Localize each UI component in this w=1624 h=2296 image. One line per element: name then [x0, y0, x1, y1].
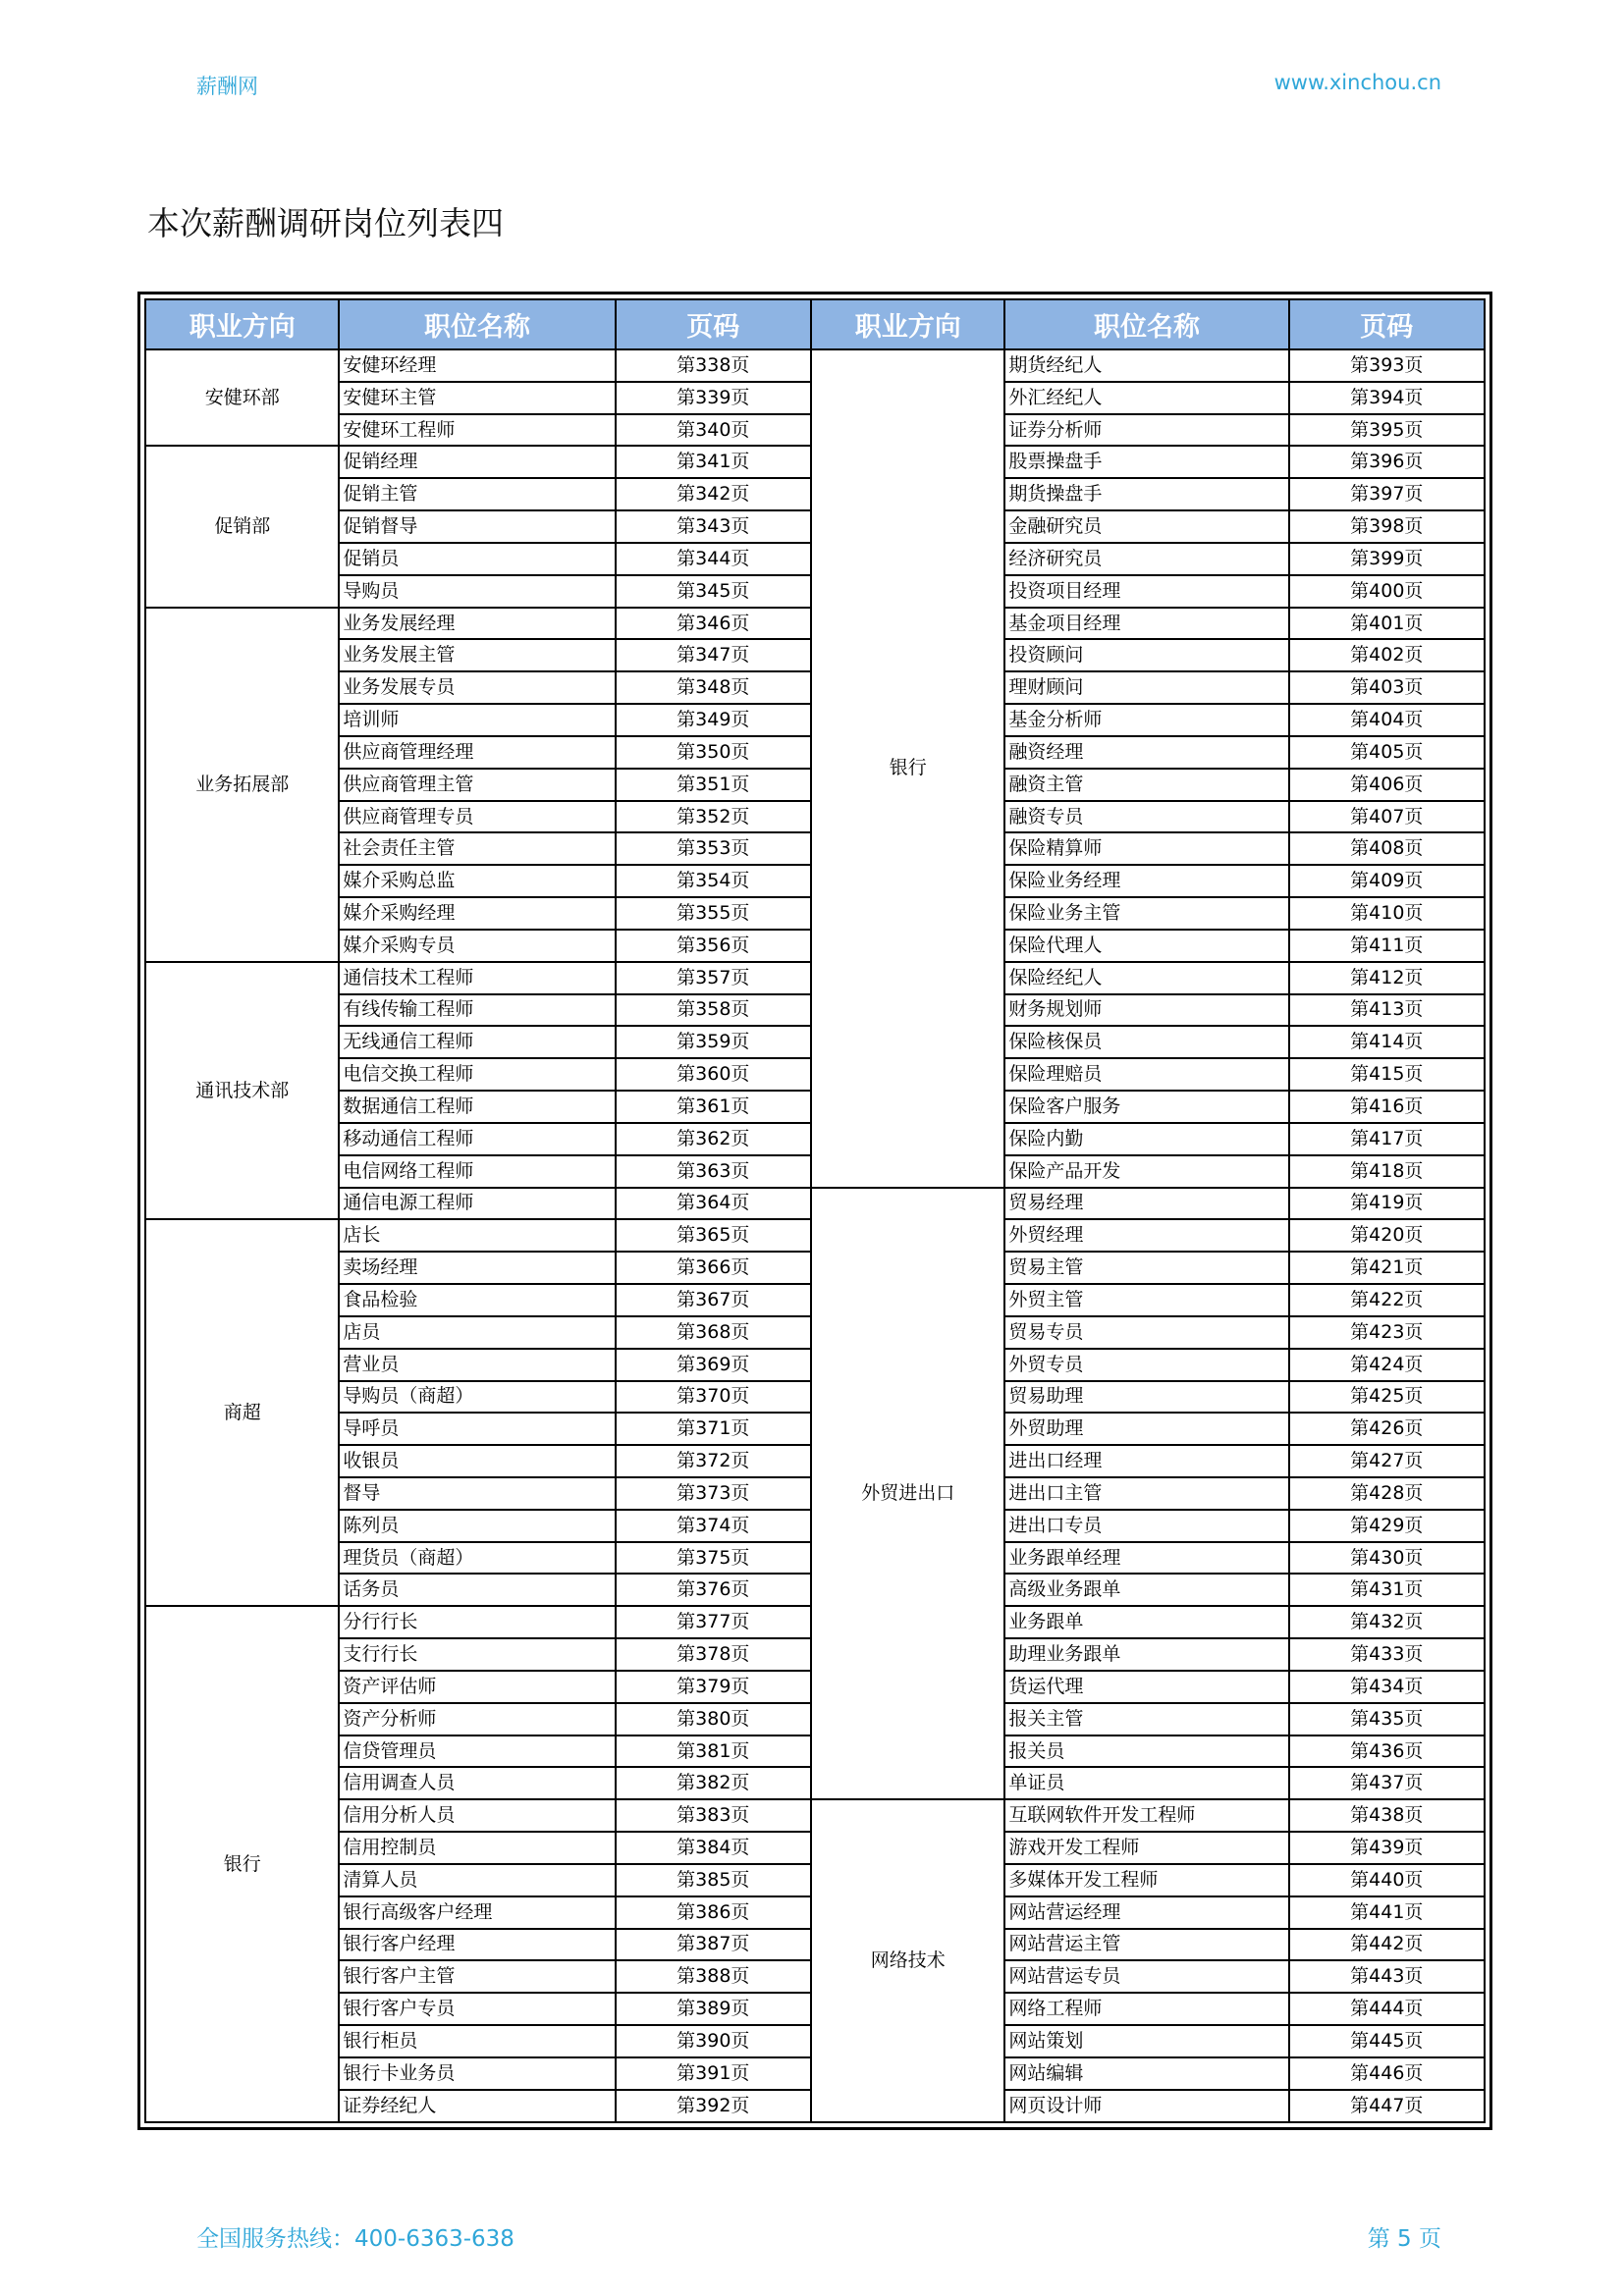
position-name-cell: 收银员 [339, 1445, 615, 1477]
page-ref-cell: 第338页 [616, 349, 811, 382]
page-ref-cell: 第367页 [616, 1284, 811, 1316]
position-name-cell: 有线传输工程师 [339, 994, 615, 1027]
position-name-cell: 业务发展经理 [339, 608, 615, 640]
position-name-cell: 媒介采购经理 [339, 897, 615, 930]
page-ref-cell: 第363页 [616, 1155, 811, 1188]
position-name-cell: 电信网络工程师 [339, 1155, 615, 1188]
page-ref-cell: 第407页 [1289, 801, 1485, 833]
position-name-cell: 促销经理 [339, 446, 615, 478]
header-position-left: 职位名称 [339, 299, 615, 349]
page-ref-cell: 第401页 [1289, 608, 1485, 640]
position-name-cell: 促销员 [339, 543, 615, 575]
position-name-cell: 保险经纪人 [1004, 962, 1288, 994]
page-ref-cell: 第431页 [1289, 1574, 1485, 1606]
page-ref-cell: 第427页 [1289, 1445, 1485, 1477]
page-ref-cell: 第433页 [1289, 1638, 1485, 1671]
page-ref-cell: 第418页 [1289, 1155, 1485, 1188]
position-name-cell: 保险客户服务 [1004, 1091, 1288, 1123]
header-direction-right: 职业方向 [811, 299, 1004, 349]
position-name-cell: 保险业务主管 [1004, 897, 1288, 930]
page-ref-cell: 第392页 [616, 2090, 811, 2122]
position-name-cell: 导购员（商超） [339, 1381, 615, 1414]
position-name-cell: 安健环工程师 [339, 414, 615, 447]
header-page-right: 页码 [1289, 299, 1485, 349]
position-name-cell: 互联网软件开发工程师 [1004, 1799, 1288, 1832]
page-ref-cell: 第423页 [1289, 1316, 1485, 1349]
position-name-cell: 导呼员 [339, 1413, 615, 1445]
page-ref-cell: 第374页 [616, 1510, 811, 1542]
position-name-cell: 网站营运经理 [1004, 1896, 1288, 1929]
position-name-cell: 融资主管 [1004, 769, 1288, 801]
position-name-cell: 贸易专员 [1004, 1316, 1288, 1349]
page-ref-cell: 第365页 [616, 1219, 811, 1252]
position-name-cell: 进出口专员 [1004, 1510, 1288, 1542]
page-ref-cell: 第396页 [1289, 446, 1485, 478]
position-name-cell: 业务跟单经理 [1004, 1542, 1288, 1575]
page-ref-cell: 第395页 [1289, 414, 1485, 447]
page-ref-cell: 第370页 [616, 1381, 811, 1414]
position-name-cell: 贸易主管 [1004, 1252, 1288, 1284]
page-ref-cell: 第414页 [1289, 1026, 1485, 1058]
page-ref-cell: 第372页 [616, 1445, 811, 1477]
page-ref-cell: 第358页 [616, 994, 811, 1027]
page-ref-cell: 第439页 [1289, 1832, 1485, 1864]
page-ref-cell: 第347页 [616, 639, 811, 671]
category-cell: 通讯技术部 [145, 962, 339, 1220]
position-name-cell: 基金分析师 [1004, 704, 1288, 736]
page-ref-cell: 第353页 [616, 832, 811, 865]
position-name-cell: 理财顾问 [1004, 671, 1288, 704]
page-ref-cell: 第375页 [616, 1542, 811, 1575]
position-name-cell: 融资专员 [1004, 801, 1288, 833]
position-name-cell: 保险内勤 [1004, 1123, 1288, 1155]
position-name-cell: 高级业务跟单 [1004, 1574, 1288, 1606]
page-ref-cell: 第373页 [616, 1477, 811, 1510]
page-ref-cell: 第354页 [616, 865, 811, 897]
page-ref-cell: 第425页 [1289, 1381, 1485, 1414]
position-name-cell: 信用调查人员 [339, 1767, 615, 1799]
page-ref-cell: 第438页 [1289, 1799, 1485, 1832]
position-name-cell: 安健环经理 [339, 349, 615, 382]
position-name-cell: 无线通信工程师 [339, 1026, 615, 1058]
position-name-cell: 营业员 [339, 1349, 615, 1381]
position-name-cell: 保险核保员 [1004, 1026, 1288, 1058]
header-page-left: 页码 [616, 299, 811, 349]
position-table-frame [137, 292, 1492, 2130]
position-name-cell: 网站营运主管 [1004, 1929, 1288, 1961]
position-name-cell: 通信电源工程师 [339, 1188, 615, 1220]
position-name-cell: 基金项目经理 [1004, 608, 1288, 640]
page-ref-cell: 第390页 [616, 2025, 811, 2057]
table-body [145, 349, 1485, 2122]
position-name-cell: 银行客户经理 [339, 1929, 615, 1961]
page-ref-cell: 第379页 [616, 1671, 811, 1703]
page-ref-cell: 第405页 [1289, 736, 1485, 769]
page-ref-cell: 第352页 [616, 801, 811, 833]
table-row [145, 349, 1485, 382]
page-ref-cell: 第409页 [1289, 865, 1485, 897]
page-ref-cell: 第430页 [1289, 1542, 1485, 1575]
position-name-cell: 食品检验 [339, 1284, 615, 1316]
header-position-right: 职位名称 [1004, 299, 1288, 349]
position-name-cell: 资产评估师 [339, 1671, 615, 1703]
category-cell: 商超 [145, 1219, 339, 1606]
page-ref-cell: 第340页 [616, 414, 811, 447]
position-name-cell: 银行高级客户经理 [339, 1896, 615, 1929]
page-ref-cell: 第432页 [1289, 1606, 1485, 1638]
table-row [145, 1799, 1485, 1832]
page-ref-cell: 第424页 [1289, 1349, 1485, 1381]
position-name-cell: 网站编辑 [1004, 2057, 1288, 2090]
position-name-cell: 保险理赔员 [1004, 1058, 1288, 1091]
page-ref-cell: 第417页 [1289, 1123, 1485, 1155]
page-ref-cell: 第345页 [616, 575, 811, 608]
page-ref-cell: 第360页 [616, 1058, 811, 1091]
page-ref-cell: 第348页 [616, 671, 811, 704]
page-ref-cell: 第400页 [1289, 575, 1485, 608]
position-name-cell: 安健环主管 [339, 382, 615, 414]
position-name-cell: 店长 [339, 1219, 615, 1252]
page-ref-cell: 第416页 [1289, 1091, 1485, 1123]
position-name-cell: 单证员 [1004, 1767, 1288, 1799]
page-ref-cell: 第415页 [1289, 1058, 1485, 1091]
position-name-cell: 期货操盘手 [1004, 478, 1288, 510]
page-ref-cell: 第406页 [1289, 769, 1485, 801]
header-direction-left: 职业方向 [145, 299, 339, 349]
page-ref-cell: 第371页 [616, 1413, 811, 1445]
page-ref-cell: 第399页 [1289, 543, 1485, 575]
position-name-cell: 进出口经理 [1004, 1445, 1288, 1477]
page-ref-cell: 第411页 [1289, 930, 1485, 962]
page-ref-cell: 第369页 [616, 1349, 811, 1381]
position-name-cell: 移动通信工程师 [339, 1123, 615, 1155]
position-name-cell: 外贸助理 [1004, 1413, 1288, 1445]
position-name-cell: 保险精算师 [1004, 832, 1288, 865]
position-name-cell: 投资项目经理 [1004, 575, 1288, 608]
page-ref-cell: 第419页 [1289, 1188, 1485, 1220]
page-ref-cell: 第383页 [616, 1799, 811, 1832]
category-cell: 银行 [145, 1606, 339, 2122]
page-ref-cell: 第362页 [616, 1123, 811, 1155]
position-name-cell: 供应商管理经理 [339, 736, 615, 769]
table-row [145, 1188, 1485, 1220]
page-ref-cell: 第398页 [1289, 510, 1485, 543]
page-ref-cell: 第386页 [616, 1896, 811, 1929]
page-ref-cell: 第377页 [616, 1606, 811, 1638]
position-name-cell: 培训师 [339, 704, 615, 736]
position-name-cell: 外汇经纪人 [1004, 382, 1288, 414]
position-name-cell: 资产分析师 [339, 1703, 615, 1735]
page-ref-cell: 第349页 [616, 704, 811, 736]
page-ref-cell: 第442页 [1289, 1929, 1485, 1961]
page-ref-cell: 第378页 [616, 1638, 811, 1671]
position-name-cell: 进出口主管 [1004, 1477, 1288, 1510]
position-name-cell: 理货员（商超） [339, 1542, 615, 1575]
position-name-cell: 通信技术工程师 [339, 962, 615, 994]
page-ref-cell: 第359页 [616, 1026, 811, 1058]
page-ref-cell: 第447页 [1289, 2090, 1485, 2122]
page-ref-cell: 第408页 [1289, 832, 1485, 865]
category-cell: 外贸进出口 [811, 1188, 1004, 1800]
position-name-cell: 财务规划师 [1004, 994, 1288, 1027]
position-table [144, 298, 1486, 2123]
page-ref-cell: 第403页 [1289, 671, 1485, 704]
position-name-cell: 货运代理 [1004, 1671, 1288, 1703]
page-ref-cell: 第426页 [1289, 1413, 1485, 1445]
position-name-cell: 保险业务经理 [1004, 865, 1288, 897]
position-name-cell: 卖场经理 [339, 1252, 615, 1284]
page-ref-cell: 第344页 [616, 543, 811, 575]
page-ref-cell: 第384页 [616, 1832, 811, 1864]
position-name-cell: 融资经理 [1004, 736, 1288, 769]
position-name-cell: 业务发展主管 [339, 639, 615, 671]
page-ref-cell: 第436页 [1289, 1735, 1485, 1768]
page-ref-cell: 第380页 [616, 1703, 811, 1735]
site-url[interactable]: www.xinchou.cn [1273, 71, 1441, 94]
position-name-cell: 业务跟单 [1004, 1606, 1288, 1638]
position-name-cell: 清算人员 [339, 1864, 615, 1896]
page-ref-cell: 第429页 [1289, 1510, 1485, 1542]
position-name-cell: 报关员 [1004, 1735, 1288, 1768]
position-name-cell: 外贸经理 [1004, 1219, 1288, 1252]
position-name-cell: 期货经纪人 [1004, 349, 1288, 382]
position-name-cell: 游戏开发工程师 [1004, 1832, 1288, 1864]
page-ref-cell: 第443页 [1289, 1960, 1485, 1993]
page-ref-cell: 第422页 [1289, 1284, 1485, 1316]
page-ref-cell: 第441页 [1289, 1896, 1485, 1929]
page-ref-cell: 第361页 [616, 1091, 811, 1123]
position-name-cell: 保险产品开发 [1004, 1155, 1288, 1188]
table-header-row [145, 299, 1485, 349]
category-cell: 银行 [811, 349, 1004, 1188]
page-ref-cell: 第434页 [1289, 1671, 1485, 1703]
position-name-cell: 媒介采购专员 [339, 930, 615, 962]
position-name-cell: 信用控制员 [339, 1832, 615, 1864]
page-ref-cell: 第440页 [1289, 1864, 1485, 1896]
position-name-cell: 供应商管理主管 [339, 769, 615, 801]
page-ref-cell: 第341页 [616, 446, 811, 478]
service-hotline: 全国服务热线：400-6363-638 [196, 2226, 514, 2252]
position-name-cell: 网页设计师 [1004, 2090, 1288, 2122]
page-ref-cell: 第366页 [616, 1252, 811, 1284]
page-ref-cell: 第397页 [1289, 478, 1485, 510]
page-ref-cell: 第412页 [1289, 962, 1485, 994]
position-name-cell: 媒介采购总监 [339, 865, 615, 897]
position-name-cell: 促销主管 [339, 478, 615, 510]
position-name-cell: 外贸专员 [1004, 1349, 1288, 1381]
position-name-cell: 网络工程师 [1004, 1993, 1288, 2025]
page-ref-cell: 第446页 [1289, 2057, 1485, 2090]
page-title: 本次薪酬调研岗位列表四 [147, 204, 504, 242]
position-name-cell: 经济研究员 [1004, 543, 1288, 575]
category-cell: 网络技术 [811, 1799, 1004, 2122]
position-name-cell: 股票操盘手 [1004, 446, 1288, 478]
position-name-cell: 社会责任主管 [339, 832, 615, 865]
page-ref-cell: 第346页 [616, 608, 811, 640]
page-ref-cell: 第339页 [616, 382, 811, 414]
position-name-cell: 报关主管 [1004, 1703, 1288, 1735]
position-name-cell: 贸易经理 [1004, 1188, 1288, 1220]
page-ref-cell: 第445页 [1289, 2025, 1485, 2057]
position-name-cell: 分行行长 [339, 1606, 615, 1638]
page-ref-cell: 第356页 [616, 930, 811, 962]
page-ref-cell: 第342页 [616, 478, 811, 510]
page-ref-cell: 第385页 [616, 1864, 811, 1896]
page-ref-cell: 第402页 [1289, 639, 1485, 671]
position-name-cell: 银行卡业务员 [339, 2057, 615, 2090]
position-name-cell: 网站策划 [1004, 2025, 1288, 2057]
page-number: 第 5 页 [1367, 2226, 1441, 2252]
page-ref-cell: 第364页 [616, 1188, 811, 1220]
position-name-cell: 证券经纪人 [339, 2090, 615, 2122]
position-name-cell: 银行客户专员 [339, 1993, 615, 2025]
page-ref-cell: 第421页 [1289, 1252, 1485, 1284]
position-name-cell: 数据通信工程师 [339, 1091, 615, 1123]
page-ref-cell: 第428页 [1289, 1477, 1485, 1510]
position-name-cell: 信贷管理员 [339, 1735, 615, 1768]
position-name-cell: 店员 [339, 1316, 615, 1349]
position-name-cell: 促销督导 [339, 510, 615, 543]
page-ref-cell: 第435页 [1289, 1703, 1485, 1735]
position-name-cell: 多媒体开发工程师 [1004, 1864, 1288, 1896]
page-ref-cell: 第410页 [1289, 897, 1485, 930]
position-name-cell: 电信交换工程师 [339, 1058, 615, 1091]
page-ref-cell: 第444页 [1289, 1993, 1485, 2025]
position-name-cell: 支行行长 [339, 1638, 615, 1671]
position-name-cell: 陈列员 [339, 1510, 615, 1542]
page-ref-cell: 第413页 [1289, 994, 1485, 1027]
position-name-cell: 保险代理人 [1004, 930, 1288, 962]
position-name-cell: 投资顾问 [1004, 639, 1288, 671]
page-ref-cell: 第388页 [616, 1960, 811, 1993]
page-ref-cell: 第394页 [1289, 382, 1485, 414]
position-name-cell: 话务员 [339, 1574, 615, 1606]
page-ref-cell: 第355页 [616, 897, 811, 930]
page-ref-cell: 第368页 [616, 1316, 811, 1349]
site-name: 薪酬网 [196, 75, 258, 98]
page-ref-cell: 第351页 [616, 769, 811, 801]
category-cell: 安健环部 [145, 349, 339, 446]
position-name-cell: 金融研究员 [1004, 510, 1288, 543]
page-ref-cell: 第382页 [616, 1767, 811, 1799]
position-name-cell: 供应商管理专员 [339, 801, 615, 833]
position-name-cell: 贸易助理 [1004, 1381, 1288, 1414]
category-cell: 促销部 [145, 446, 339, 607]
position-name-cell: 业务发展专员 [339, 671, 615, 704]
position-name-cell: 导购员 [339, 575, 615, 608]
page-ref-cell: 第391页 [616, 2057, 811, 2090]
page-ref-cell: 第357页 [616, 962, 811, 994]
position-name-cell: 助理业务跟单 [1004, 1638, 1288, 1671]
page-ref-cell: 第389页 [616, 1993, 811, 2025]
page-ref-cell: 第437页 [1289, 1767, 1485, 1799]
page-ref-cell: 第420页 [1289, 1219, 1485, 1252]
page-ref-cell: 第350页 [616, 736, 811, 769]
position-name-cell: 银行客户主管 [339, 1960, 615, 1993]
position-name-cell: 网站营运专员 [1004, 1960, 1288, 1993]
page-ref-cell: 第387页 [616, 1929, 811, 1961]
position-name-cell: 信用分析人员 [339, 1799, 615, 1832]
page-ref-cell: 第376页 [616, 1574, 811, 1606]
page-ref-cell: 第343页 [616, 510, 811, 543]
position-name-cell: 证券分析师 [1004, 414, 1288, 447]
position-name-cell: 银行柜员 [339, 2025, 615, 2057]
page-ref-cell: 第404页 [1289, 704, 1485, 736]
position-name-cell: 督导 [339, 1477, 615, 1510]
page-ref-cell: 第393页 [1289, 349, 1485, 382]
page-ref-cell: 第381页 [616, 1735, 811, 1768]
category-cell: 业务拓展部 [145, 608, 339, 962]
position-name-cell: 外贸主管 [1004, 1284, 1288, 1316]
